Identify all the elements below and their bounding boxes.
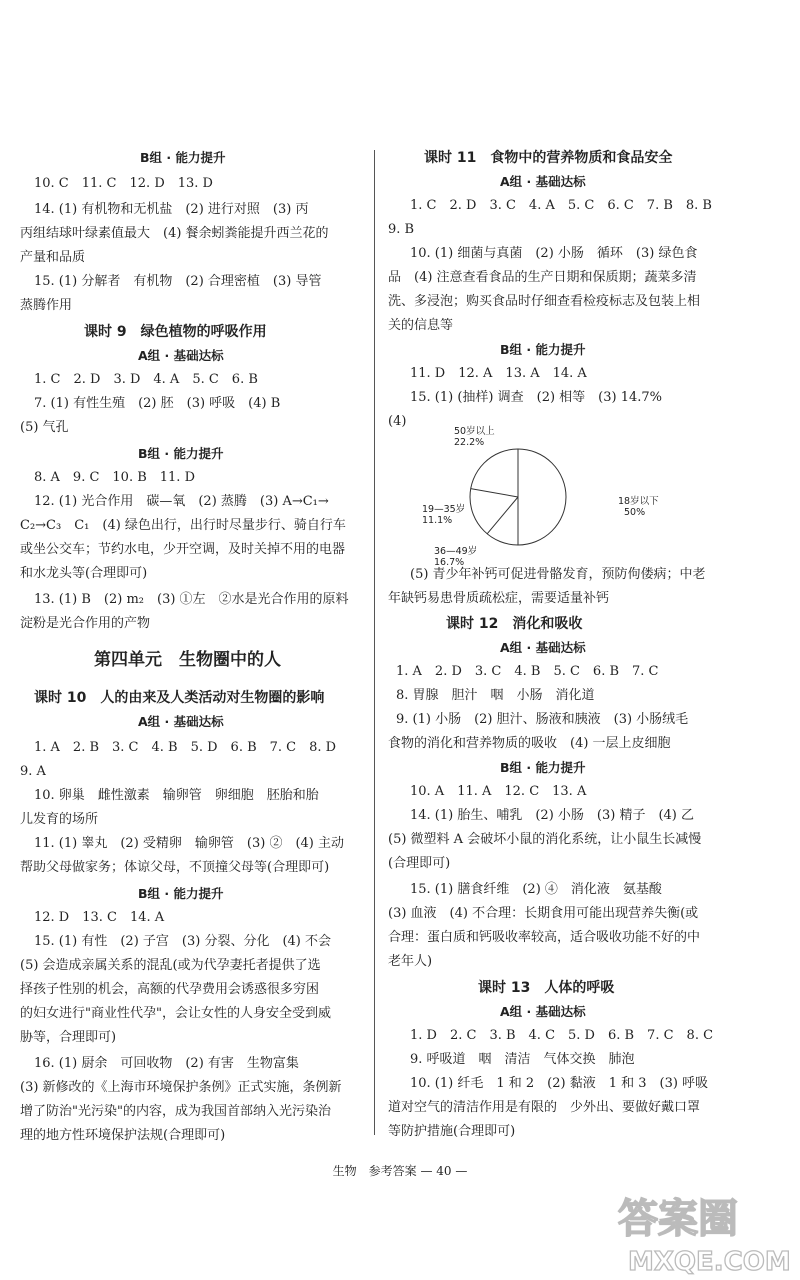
answer-line: 或坐公交车；节约水电，少开空调，及时关掉不用的电器 [20, 542, 346, 557]
subheading: B组 · 能力提升 [140, 150, 226, 165]
answer-line: 12. D 13. C 14. A [34, 910, 165, 925]
answer-line: 10. A 11. A 12. C 13. A [410, 784, 587, 799]
answer-line: C₂→C₃ C₁ (4) 绿色出行，出行时尽量步行、骑自行车 [20, 518, 346, 533]
age-pie-chart [422, 425, 728, 568]
answer-line: 老年人) [388, 954, 433, 969]
answer-line: (合理即可) [388, 856, 451, 871]
answer-line: 增了防治"光污染"的内容，成为我国首部纳入光污染治 [20, 1104, 331, 1119]
answer-line: 道对空气的清洁作用是有限的 少外出、要做好戴口罩 [388, 1100, 701, 1115]
answer-line: (3) 血液 (4) 不合理：长期食用可能出现营养失衡(或 [388, 906, 699, 921]
pie-slice-label: 18岁以下 50% [618, 496, 659, 518]
answer-line: 15. (1) 分解者 有机物 (2) 合理密植 (3) 导管 [34, 274, 322, 289]
answer-line: 14. (1) 有机物和无机盐 (2) 进行对照 (3) 丙 [34, 202, 309, 217]
pie-slice-boundary [487, 497, 518, 534]
lesson-heading: 课时 10 人的由来及人类活动对生物圈的影响 [34, 690, 325, 706]
subheading: A组 · 基础达标 [138, 348, 224, 363]
answer-line: 年缺钙易患骨质疏松症，需要适量补钙 [388, 591, 610, 606]
answer-line: 1. D 2. C 3. B 4. C 5. D 6. B 7. C 8. C [410, 1028, 714, 1043]
page-footer: 生物 参考答案 — 40 — [332, 1164, 468, 1178]
answer-line: 洗、多浸泡；购买食品时仔细查看检疫标志及包装上相 [388, 294, 701, 309]
answer-line: 1. A 2. B 3. C 4. B 5. D 6. B 7. C 8. D [34, 740, 337, 755]
pie-slice-label: 19—35岁 11.1% [422, 504, 466, 526]
answer-line: (5) 气孔 [20, 420, 69, 435]
answer-line: 7. (1) 有性生殖 (2) 胚 (3) 呼吸 (4) B [34, 396, 281, 411]
answer-line: 10. 卵巢 雌性激素 输卵管 卵细胞 胚胎和胎 [34, 788, 319, 803]
answer-line: 合理：蛋白质和钙吸收率较高，适合吸收功能不好的中 [388, 930, 701, 945]
answer-line: 12. (1) 光合作用 碳—氧 (2) 蒸腾 (3) A→C₁→ [34, 494, 329, 509]
pie-slice-boundary [471, 489, 518, 497]
column-divider [374, 150, 375, 1135]
answer-line: (5) 青少年补钙可促进骨骼发育，预防佝偻病；中老 [410, 567, 706, 582]
subheading: B组 · 能力提升 [138, 446, 224, 461]
answer-line: 择孩子性别的机会，高额的代孕费用会诱惑很多穷困 [20, 982, 320, 997]
answer-line: 理的地方性环境保护法规(合理即可) [20, 1128, 226, 1143]
answer-line: 14. (1) 胎生、哺乳 (2) 小肠 (3) 精子 (4) 乙 [410, 808, 694, 823]
answer-line: (3) 新修改的《上海市环境保护条例》正式实施，条例新 [20, 1080, 342, 1095]
answer-line: 11. D 12. A 13. A 14. A [410, 366, 587, 381]
answer-line: 等防护措施(合理即可) [388, 1124, 516, 1139]
answer-line: 9. (1) 小肠 (2) 胆汁、肠液和胰液 (3) 小肠绒毛 [396, 712, 689, 727]
answer-line: 11. (1) 睾丸 (2) 受精卵 输卵管 (3) ② (4) 主动 [34, 836, 344, 851]
answer-line: 1. A 2. D 3. C 4. B 5. C 6. B 7. C [396, 664, 659, 679]
answer-line: 10. C 11. C 12. D 13. D [34, 176, 213, 191]
lesson-heading: 课时 13 人体的呼吸 [478, 980, 615, 996]
answer-line: 15. (1) 膳食纤维 (2) ④ 消化液 氨基酸 [410, 882, 662, 897]
answer-line: 食物的消化和营养物质的吸收 (4) 一层上皮细胞 [388, 736, 671, 751]
answer-line: 13. (1) B (2) m₂ (3) ①左 ②水是光合作用的原料 [34, 592, 349, 607]
answer-line: 品 (4) 注意查看食品的生产日期和保质期；蔬菜多清 [388, 270, 697, 285]
lesson-heading: 课时 11 食物中的营养物质和食品安全 [424, 150, 673, 166]
answer-line: 关的信息等 [388, 318, 454, 333]
answer-line: 1. C 2. D 3. C 4. A 5. C 6. C 7. B 8. B [410, 198, 712, 213]
pie-slice-label: 50岁以上 22.2% [454, 426, 495, 448]
answer-line: 15. (1) (抽样) 调查 (2) 相等 (3) 14.7% [410, 390, 663, 405]
subheading: A组 · 基础达标 [500, 640, 586, 655]
answer-line: 9. 呼吸道 咽 清洁 气体交换 肺泡 [410, 1052, 635, 1067]
subheading: A组 · 基础达标 [500, 174, 586, 189]
subheading: A组 · 基础达标 [500, 1004, 586, 1019]
lesson-heading: 课时 12 消化和吸收 [446, 616, 583, 632]
answer-line: (4) [388, 414, 407, 429]
unit-heading: 第四单元 生物圈中的人 [94, 650, 281, 670]
answer-line: 10. (1) 纤毛 1 和 2 (2) 黏液 1 和 3 (3) 呼吸 [410, 1076, 709, 1091]
answer-line: 帮助父母做家务；体谅父母，不顶撞父母等(合理即可) [20, 860, 330, 875]
subheading: B组 · 能力提升 [500, 342, 586, 357]
answer-line: 15. (1) 有性 (2) 子宫 (3) 分裂、分化 (4) 不会 [34, 934, 331, 949]
watermark-url: MXQE.COM [628, 1247, 791, 1277]
answer-line: 产量和品质 [20, 250, 86, 265]
answer-line: 9. B [388, 222, 415, 237]
answer-line: 胁等，合理即可) [20, 1030, 117, 1045]
answer-line: 和水龙头等(合理即可) [20, 566, 148, 581]
subheading: A组 · 基础达标 [138, 714, 224, 729]
answer-line: 10. (1) 细菌与真菌 (2) 小肠 循环 (3) 绿色食 [410, 246, 698, 261]
answer-line: 丙组结球叶绿素值最大 (4) 餐余蚓粪能提升西兰花的 [20, 226, 329, 241]
subheading: B组 · 能力提升 [500, 760, 586, 775]
answer-line: 的妇女进行"商业性代孕"，会让女性的人身安全受到威 [20, 1006, 331, 1021]
answer-line: 8. 胃腺 胆汁 咽 小肠 消化道 [396, 688, 595, 703]
watermark-logo [610, 1180, 800, 1280]
answer-line: (5) 微塑料 A 会破坏小鼠的消化系统，让小鼠生长减慢 [388, 832, 702, 847]
lesson-heading: 课时 9 绿色植物的呼吸作用 [84, 324, 267, 340]
answer-line: 9. A [20, 764, 46, 779]
answer-line: 蒸腾作用 [20, 298, 73, 313]
answer-line: (5) 会造成亲属关系的混乱(或为代孕妻托者提供了选 [20, 958, 321, 973]
answer-line: 8. A 9. C 10. B 11. D [34, 470, 195, 485]
answer-line: 淀粉是光合作用的产物 [20, 616, 151, 631]
answer-line: 16. (1) 厨余 可回收物 (2) 有害 生物富集 [34, 1056, 299, 1071]
subheading: B组 · 能力提升 [138, 886, 224, 901]
answer-line: 儿发育的场所 [20, 812, 99, 827]
pie-slice-label: 36—49岁 16.7% [434, 546, 478, 568]
answer-line: 1. C 2. D 3. D 4. A 5. C 6. B [34, 372, 258, 387]
watermark-text: 答案圈 [618, 1196, 738, 1242]
